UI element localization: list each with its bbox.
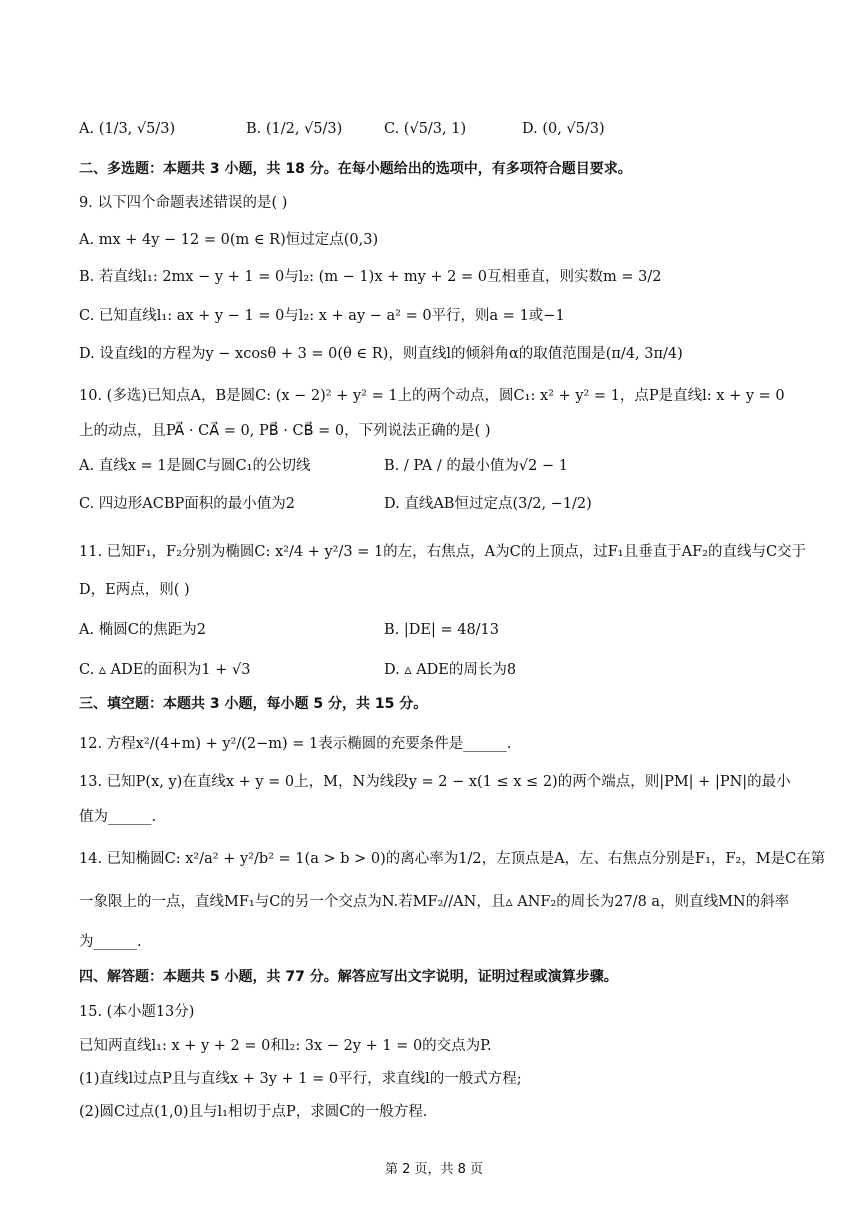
- q8-option-d: D. (0, √5/3): [522, 121, 605, 137]
- q13-line2: 值为______.: [79, 809, 157, 825]
- q8-option-a: A. (1/3, √5/3): [79, 121, 176, 137]
- q11-option-b: B. |DE| = 48/13: [384, 622, 500, 638]
- q15-stem: 已知两直线l₁: x + y + 2 = 0和l₂: 3x − 2y + 1 = 0的交点为P.: [79, 1038, 492, 1054]
- q9-option-c: C. 已知直线l₁: ax + y − 1 = 0与l₂: x + ay − a² = 0平行，则a = 1或−1: [79, 308, 565, 324]
- q9-option-b: B. 若直线l₁: 2mx − y + 1 = 0与l₂: (m − 1)x + my + 2 = 0互相垂直，则实数m = 3/2: [79, 269, 662, 285]
- q10-option-b: B. / PA / 的最小值为√2 − 1: [384, 458, 568, 474]
- q10-option-a: A. 直线x = 1是圆C与圆C₁的公切线: [79, 458, 311, 474]
- q11-option-a: A. 椭圆C的焦距为2: [79, 622, 207, 638]
- q10-option-d: D. 直线AB恒过定点(3/2, −1/2): [384, 496, 592, 512]
- section-heading-multiple-choice: 二、多选题：本题共 3 小题，共 18 分。在每小题给出的选项中，有多项符合题目要求。: [79, 161, 632, 177]
- q15-title: 15. (本小题13分): [79, 1004, 195, 1020]
- q9-option-d: D. 设直线l的方程为y − xcosθ + 3 = 0(θ ∈ R)，则直线l的倾斜角α的取值范围是(π/4, 3π/4): [79, 346, 683, 362]
- q11-stem-line2: D，E两点，则( ): [79, 582, 190, 598]
- page-footer: 第 2 页，共 8 页: [384, 1162, 484, 1177]
- q8-option-b: B. (1/2, √5/3): [246, 121, 343, 137]
- q15-part2: (2)圆C过点(1,0)且与l₁相切于点P，求圆C的一般方程.: [79, 1104, 428, 1120]
- q11-option-d: D. ▵ ADE的周长为8: [384, 662, 517, 678]
- q14-line3: 为______.: [79, 934, 142, 950]
- q14-line2: 一象限上的一点，直线MF₁与C的另一个交点为N.若MF₂//AN，且▵ ANF₂的周长为27/8 a，则直线MN的斜率: [79, 894, 790, 910]
- q10-option-c: C. 四边形ACBP面积的最小值为2: [79, 496, 295, 512]
- q11-stem-line1: 11. 已知F₁，F₂分别为椭圆C: x²/4 + y²/3 = 1的左，右焦点，A为C的上顶点，过F₁且垂直于AF₂的直线与C交于: [79, 544, 807, 560]
- q14-line1: 14. 已知椭圆C: x²/a² + y²/b² = 1(a > b > 0)的离心率为1/2，左顶点是A，左、右焦点分别是F₁，F₂，M是C在第: [79, 851, 826, 867]
- q9-stem: 9. 以下四个命题表述错误的是( ): [79, 195, 288, 211]
- q8-option-c: C. (√5/3, 1): [384, 121, 467, 137]
- q11-option-c: C. ▵ ADE的面积为1 + √3: [79, 662, 251, 678]
- q10-stem-line1: 10. (多选)已知点A，B是圆C: (x − 2)² + y² = 1上的两个动点，圆C₁: x² + y² = 1，点P是直线l: x + y = 0: [79, 388, 785, 404]
- q15-part1: (1)直线l过点P且与直线x + 3y + 1 = 0平行，求直线l的一般式方程;: [79, 1071, 522, 1087]
- q13-line1: 13. 已知P(x, y)在直线x + y = 0上，M，N为线段y = 2 − x(1 ≤ x ≤ 2)的两个端点，则|PM| + |PN|的最小: [79, 774, 791, 790]
- q9-option-a: A. mx + 4y − 12 = 0(m ∈ R)恒过定点(0,3): [79, 232, 379, 248]
- q10-stem-line2: 上的动点，且PA⃗ · CA⃗ = 0, PB⃗ · CB⃗ = 0，下列说法正确的是( ): [79, 423, 491, 439]
- q12-text: 12. 方程x²/(4+m) + y²/(2−m) = 1表示椭圆的充要条件是______.: [79, 736, 512, 752]
- section-heading-solutions: 四、解答题：本题共 5 小题，共 77 分。解答应写出文字说明，证明过程或演算步骤。: [79, 969, 618, 985]
- section-heading-fill-blank: 三、填空题：本题共 3 小题，每小题 5 分，共 15 分。: [79, 696, 428, 712]
